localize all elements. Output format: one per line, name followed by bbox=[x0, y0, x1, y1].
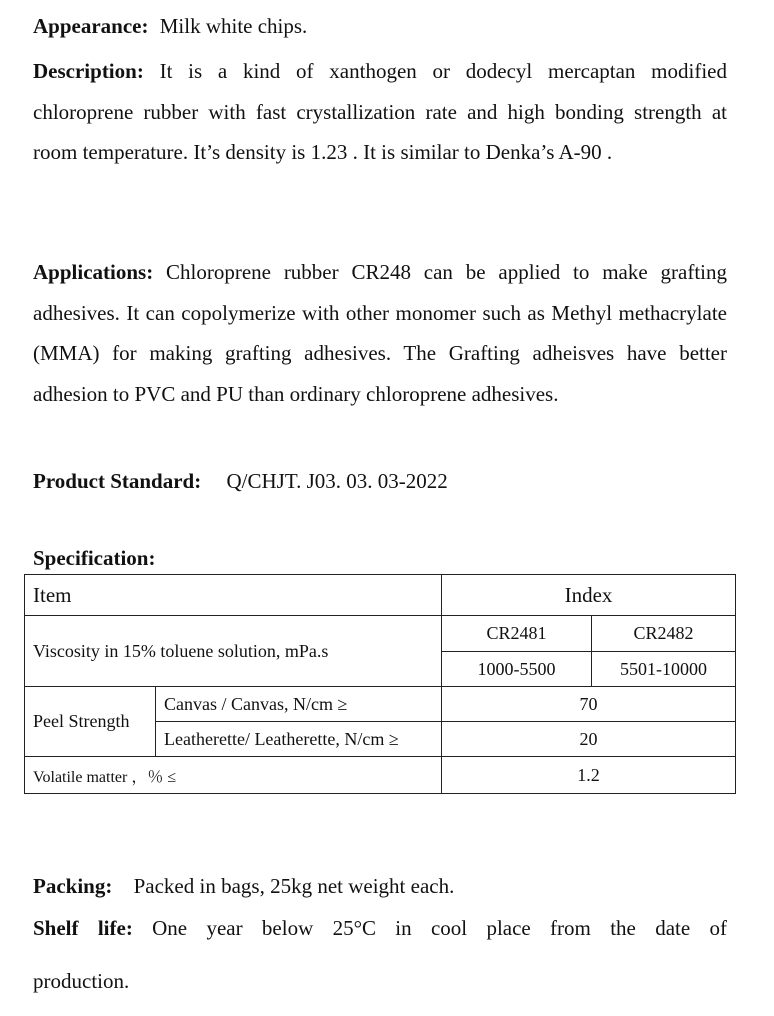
shelf-life-text: One year below 25°C in cool place from the date of bbox=[152, 916, 727, 940]
volatile-label: Volatile matter ，％ ≤ bbox=[25, 757, 442, 794]
specification-title: Specification: bbox=[33, 546, 156, 570]
product-standard-value: Q/CHJT. J03. 03. 03-2022 bbox=[226, 469, 448, 493]
viscosity-label: Viscosity in 15% toluene solution, mPa.s bbox=[25, 616, 442, 687]
peel-canvas-value: 70 bbox=[442, 687, 736, 722]
specification-table bbox=[24, 574, 736, 794]
appearance-text: Milk white chips. bbox=[159, 14, 308, 38]
peel-leatherette-value: 20 bbox=[442, 722, 736, 757]
shelf-life-paragraph bbox=[33, 908, 727, 949]
peel-strength-label: Peel Strength bbox=[25, 687, 156, 757]
applications-text: Chloroprene rubber CR248 can be applied to make grafting adhesives. It can copolymerize with other monomer such as Methyl methacrylate (MMA) for making grafting adhesives. The Grafting adheisves have better adhesion to PVC and PU than ordinary chloroprene adhesives. bbox=[33, 260, 727, 406]
viscosity-value-cr2481: 1000-5500 bbox=[442, 652, 592, 687]
table-row bbox=[25, 687, 736, 722]
volatile-value: 1.2 bbox=[442, 757, 736, 794]
product-standard-line bbox=[33, 469, 448, 494]
peel-canvas-label: Canvas / Canvas, N/cm ≥ bbox=[156, 687, 442, 722]
specification-heading bbox=[33, 546, 155, 571]
peel-leatherette-label: Leatherette/ Leatherette, N/cm ≥ bbox=[156, 722, 442, 757]
shelf-life-label: Shelf life: bbox=[33, 916, 133, 940]
shelf-life-first-line bbox=[33, 908, 727, 949]
shelf-life-continuation: production. bbox=[33, 969, 130, 993]
description-text: It is a kind of xanthogen or dodecyl mercaptan modified chloroprene rubber with fast crystallization rate and high bonding strength at room temperature. It’s density is 1.23 . It is similar to Denka’s A-90 . bbox=[33, 59, 727, 164]
table-header-row bbox=[25, 575, 736, 616]
packing-label: Packing: bbox=[33, 874, 113, 898]
grade-cr2481: CR2481 bbox=[442, 616, 592, 652]
product-standard-label: Product Standard: bbox=[33, 469, 202, 493]
appearance-label: Appearance: bbox=[33, 14, 149, 38]
description-label: Description: bbox=[33, 59, 144, 83]
header-item: Item bbox=[25, 575, 442, 616]
applications-label: Applications: bbox=[33, 260, 154, 284]
viscosity-value-cr2482: 5501-10000 bbox=[592, 652, 736, 687]
packing-line bbox=[33, 874, 454, 899]
description-paragraph bbox=[33, 51, 727, 173]
header-index: Index bbox=[442, 575, 736, 616]
appearance-line bbox=[33, 14, 307, 39]
table-row bbox=[25, 616, 736, 652]
packing-text: Packed in bags, 25kg net weight each. bbox=[133, 874, 455, 898]
applications-paragraph bbox=[33, 252, 727, 414]
grade-cr2482: CR2482 bbox=[592, 616, 736, 652]
table-row bbox=[25, 757, 736, 794]
